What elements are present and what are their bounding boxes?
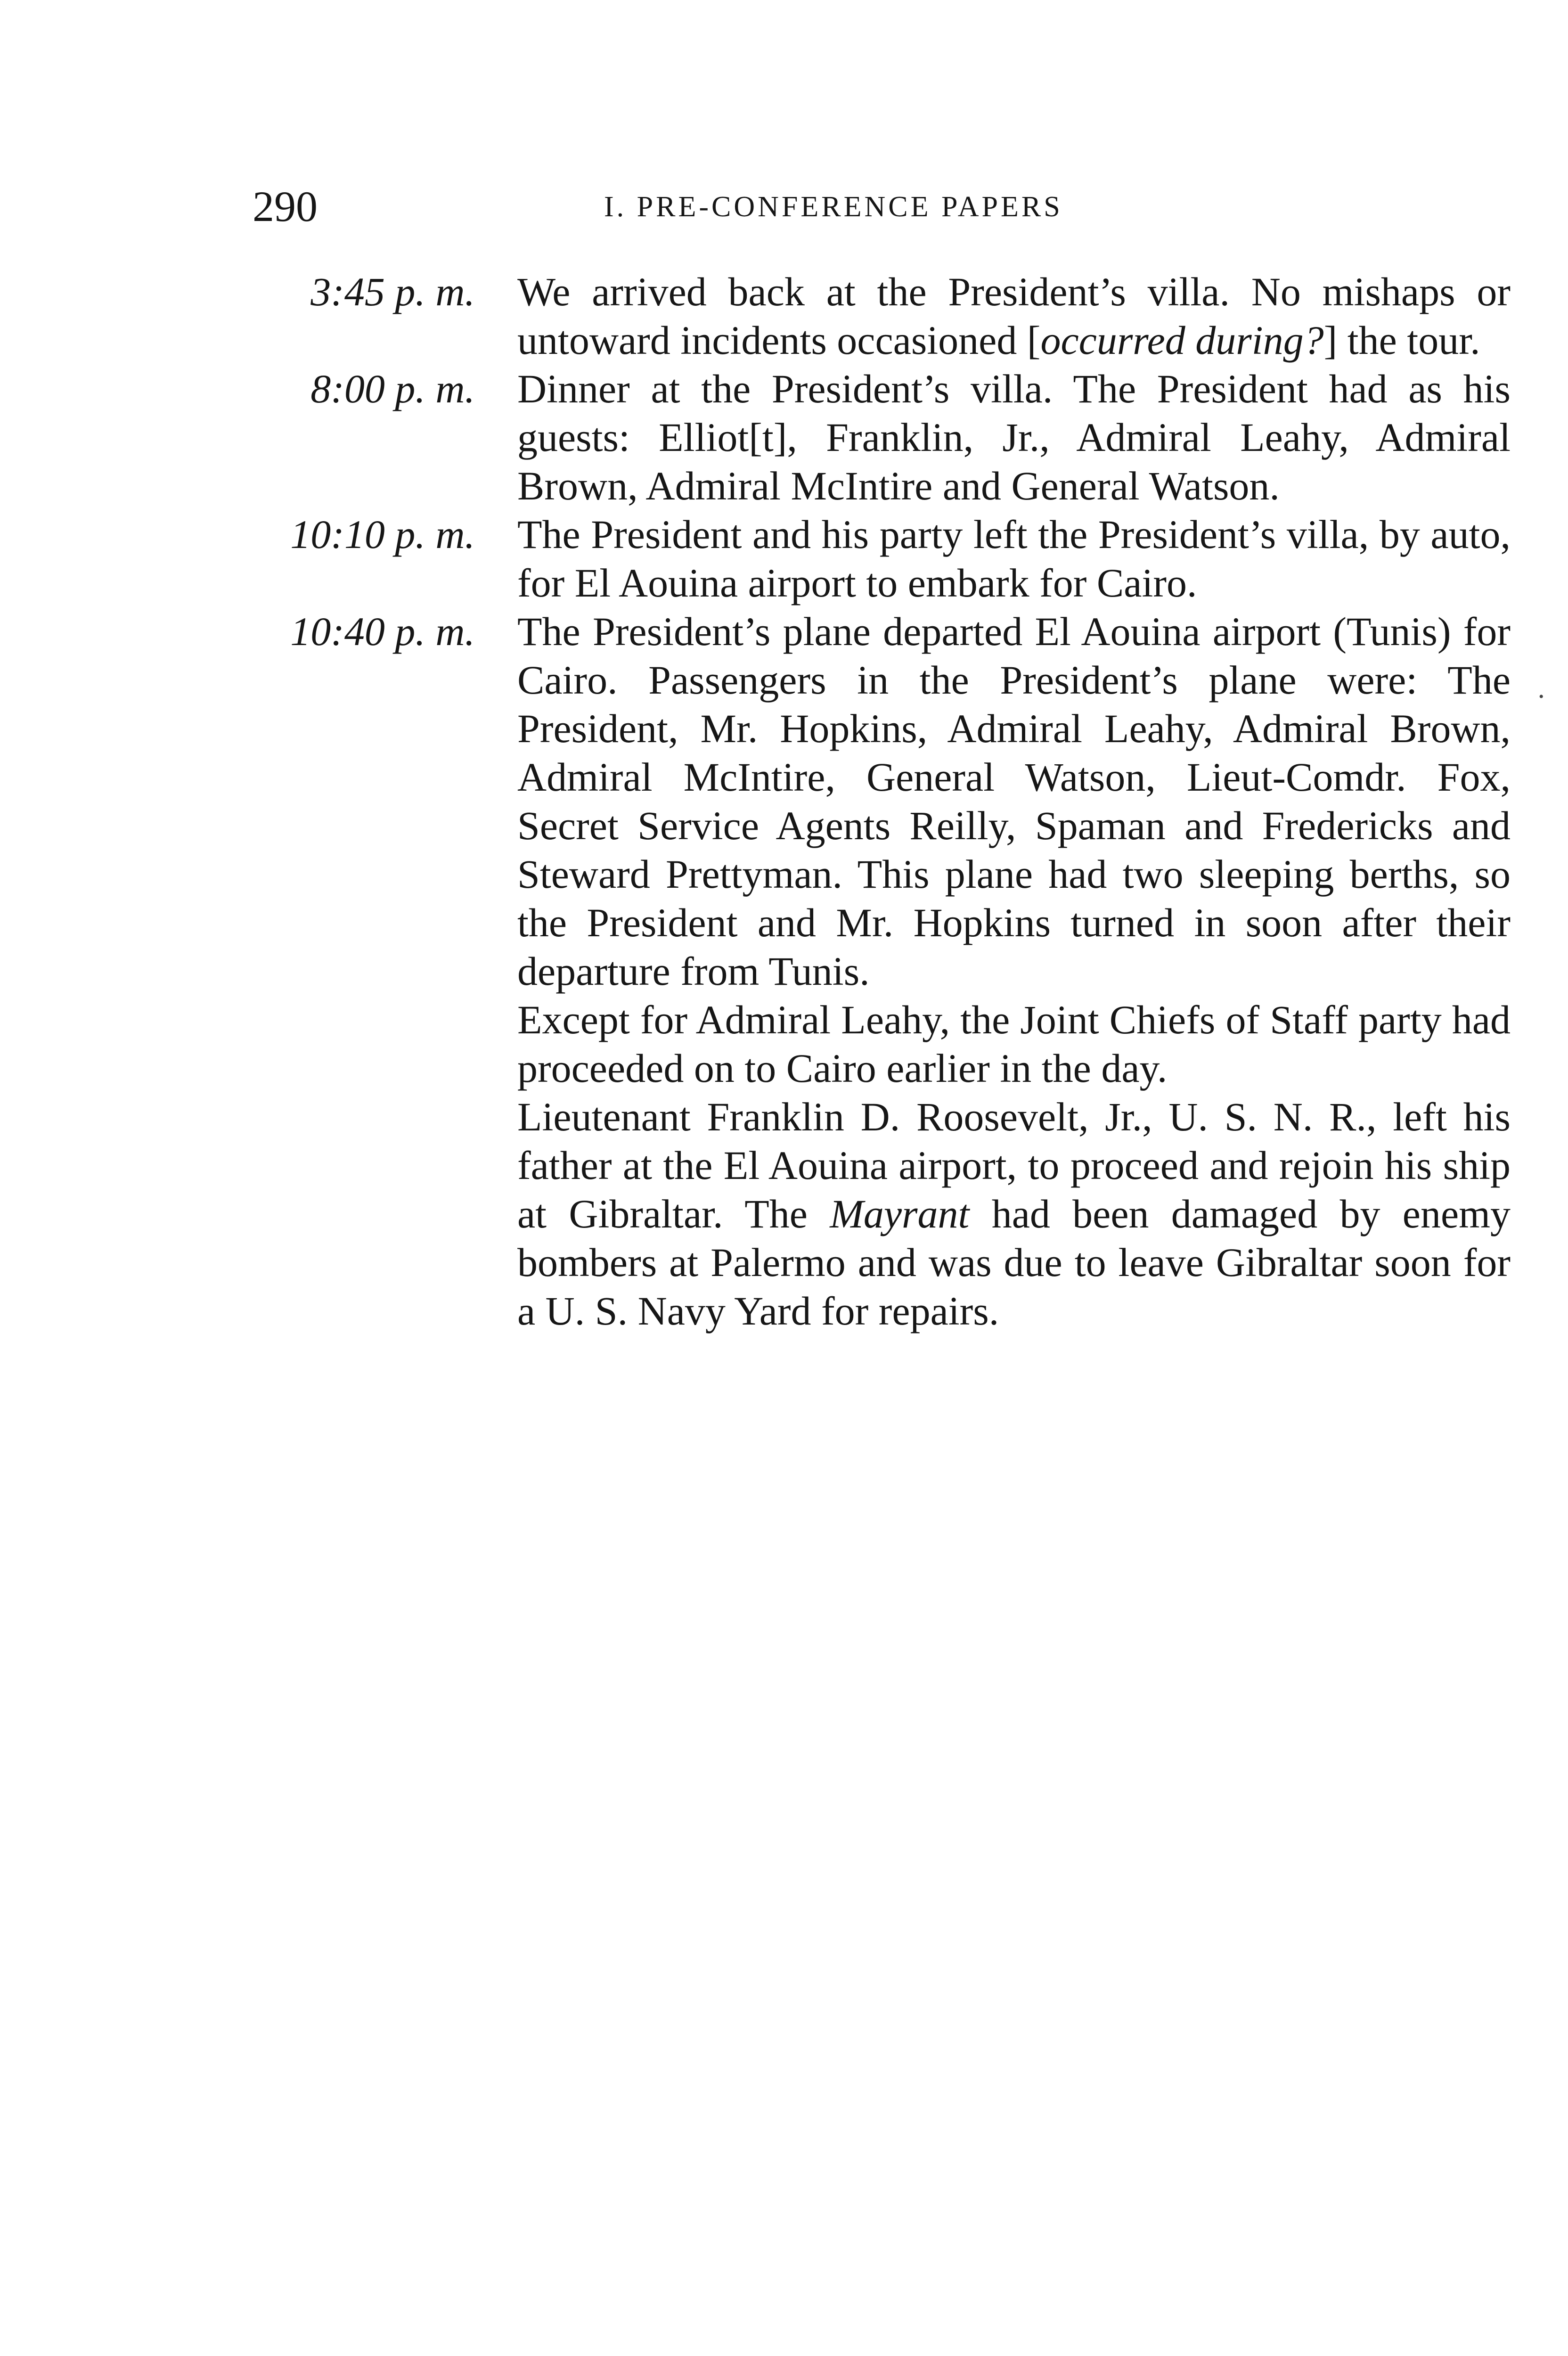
diary-entry — [0, 365, 1568, 510]
entry-text-part: ] the tour. — [1323, 318, 1480, 363]
entry-time: 10:40 p. m. — [290, 609, 475, 654]
entry-time: 3:45 p. m. — [310, 269, 475, 314]
margin-speck: • — [1539, 689, 1544, 704]
diary-entry — [0, 268, 1568, 365]
continuation-paragraph — [0, 996, 1568, 1093]
paragraph-text: Except for Admiral Leahy, the Joint Chiefs of Staff party had proceeded on to Cairo earlier in the day. — [517, 997, 1511, 1091]
entry-time: 10:10 p. m. — [290, 512, 475, 557]
editorial-insertion: occurred during? — [1040, 318, 1324, 363]
diary-entry — [0, 510, 1568, 607]
paragraph-text-part: had been damaged by enemy bombers at Palermo and was due to leave Gibraltar soon for a U. S. Navy Yard for repairs. — [517, 1191, 1511, 1333]
paragraph-text — [517, 1093, 1511, 1335]
entry-text: Dinner at the President’s villa. The President had as his guests: Elliot[t], Franklin, Jr., Admiral Leahy, Admiral Brown, Admiral McIntire and General Watson. — [517, 366, 1511, 508]
ship-name: Mayrant — [830, 1191, 970, 1236]
entry-time: 8:00 p. m. — [310, 366, 475, 411]
entry-text-part: We arrived back at the President’s villa. No mishaps or untoward incidents occasioned [ — [517, 269, 1511, 363]
entry-text — [517, 268, 1511, 365]
page-number: 290 — [253, 182, 318, 230]
paragraph-text-part: Lieutenant Franklin D. Roosevelt, Jr., U. S. N. R., left his father at the El Aouina airport, to proceed and rejoin his ship at Gibraltar. The — [517, 1094, 1511, 1236]
continuation-paragraph — [0, 1093, 1568, 1335]
diary-entries — [0, 268, 1568, 1335]
entry-text: The President and his party left the President’s villa, by auto, for El Aouina airport to embark for Cairo. — [517, 512, 1511, 605]
entry-text: The President’s plane departed El Aouina airport (Tunis) for Cairo. Passengers in the President’s plane were: The President, Mr. Hopkins, Admiral Leahy, Admiral Brown, Admiral McIntire, General Watson, Lieut-Comdr. Fox, Secret Service Agents Reilly, Spaman and Fredericks and Steward Prettyman. This plane had two sleeping berths, so the President and Mr. Hopkins turned in soon after their departure from Tunis. — [517, 609, 1511, 994]
running-head: I. PRE-CONFERENCE PAPERS — [604, 191, 1063, 223]
diary-entry — [0, 607, 1568, 996]
